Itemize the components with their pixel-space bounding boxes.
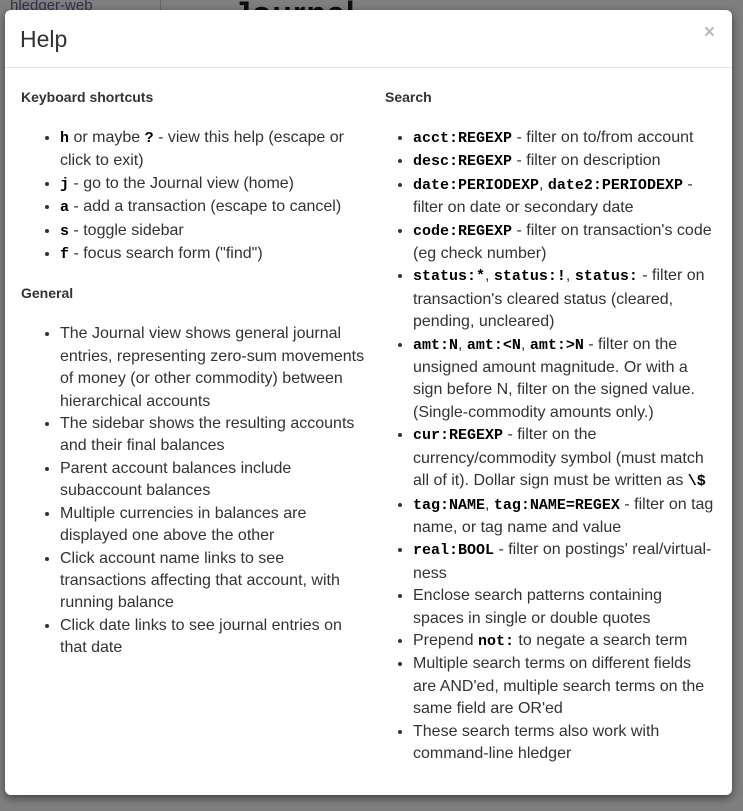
list-item: • Click date links to see journal entries on that date <box>60 615 365 660</box>
list-item: • date:PERIODEXP, date2:PERIODEXP - filter on date or secondary date <box>413 174 717 220</box>
code-term: date2:PERIODEXP <box>547 176 683 194</box>
section-heading: General <box>21 285 74 302</box>
list-item: • The sidebar shows the resulting accounts and their final balances <box>60 413 365 458</box>
list-item: • j - go to the Journal view (home) <box>60 173 365 196</box>
code-term: s <box>60 222 70 240</box>
code-term: acct:REGEXP <box>413 130 513 147</box>
code-term: desc:REGEXP <box>413 153 513 171</box>
code-term: not: <box>477 632 514 650</box>
list-item: • Prepend not: to negate a search term <box>413 630 717 653</box>
code-term: real:BOOL <box>413 542 495 560</box>
code-term: code:REGEXP <box>413 222 513 240</box>
list-item: • These search terms also work with command-line hledger <box>413 721 717 766</box>
code-term: status:* <box>413 268 486 286</box>
code-term: tag:NAME=REGEX <box>493 496 620 514</box>
close-icon: × <box>703 22 715 43</box>
code-term: date:PERIODEXP <box>413 176 540 194</box>
bullet-list <box>21 323 365 659</box>
list-item: • The Journal view shows general journal entries, representing zero-sum movements of money (or other commodity) between hierarchical accounts <box>60 323 365 413</box>
help-column-left <box>21 89 365 765</box>
list-item: • f - focus search form ("find") <box>60 243 365 266</box>
section-heading: Search <box>385 89 432 105</box>
code-term: f <box>60 246 70 264</box>
list-item: • amt:N, amt:<N, amt:>N - filter on the unsigned amount magnitude. Or with a sign before N, filter on the signed value. (Single-commodity amounts only.) <box>413 334 717 425</box>
close-button[interactable] <box>704 23 715 42</box>
list-item: • code:REGEXP - filter on transaction's code (eg check number) <box>413 220 717 266</box>
code-term: amt:>N <box>529 336 584 354</box>
code-term: status:! <box>493 268 566 286</box>
help-column-right <box>385 89 717 765</box>
help-modal <box>5 10 732 795</box>
list-item: • Parent account balances include subaccount balances <box>60 458 365 503</box>
modal-title: Help <box>20 26 68 52</box>
code-term: \$ <box>687 473 706 491</box>
code-term: ? <box>144 130 154 147</box>
list-item: • desc:REGEXP - filter on description <box>413 150 717 173</box>
modal-body <box>5 68 732 785</box>
code-term: a <box>60 199 70 217</box>
list-item: • s - toggle sidebar <box>60 220 365 243</box>
modal-header <box>5 10 732 68</box>
code-term: amt:N <box>413 336 459 354</box>
list-item: • tag:NAME, tag:NAME=REGEX - filter on tag name, or tag name and value <box>413 494 717 540</box>
list-item: • Click account name links to see transactions affecting that account, with running balance <box>60 548 365 615</box>
list-item: • cur:REGEXP - filter on the currency/commodity symbol (must match all of it). Dollar sign must be written as \$ <box>413 424 717 493</box>
list-item: • Enclose search patterns containing spaces in single or double quotes <box>413 585 717 630</box>
list-item: • status:*, status:!, status: - filter on transaction's cleared status (cleared, pending, uncleared) <box>413 265 717 333</box>
code-term: h <box>60 130 70 147</box>
list-item: • real:BOOL - filter on postings' real/virtual-ness <box>413 539 717 585</box>
list-item: • Multiple search terms on different fields are AND'ed, multiple search terms on the same field are OR'ed <box>413 653 717 720</box>
list-item: • Multiple currencies in balances are displayed one above the other <box>60 503 365 548</box>
code-term: status: <box>574 268 638 286</box>
bullet-list <box>385 127 717 765</box>
code-term: amt:<N <box>466 336 521 354</box>
list-item: • h or maybe ? - view this help (escape or click to exit) <box>60 127 365 173</box>
code-term: j <box>60 175 70 193</box>
code-term: cur:REGEXP <box>413 427 504 445</box>
section-heading: Keyboard shortcuts <box>21 89 154 105</box>
code-term: tag:NAME <box>413 496 486 514</box>
list-item: • a - add a transaction (escape to cancel) <box>60 196 365 219</box>
bullet-list <box>21 127 365 266</box>
list-item: • acct:REGEXP - filter on to/from account <box>413 127 717 150</box>
